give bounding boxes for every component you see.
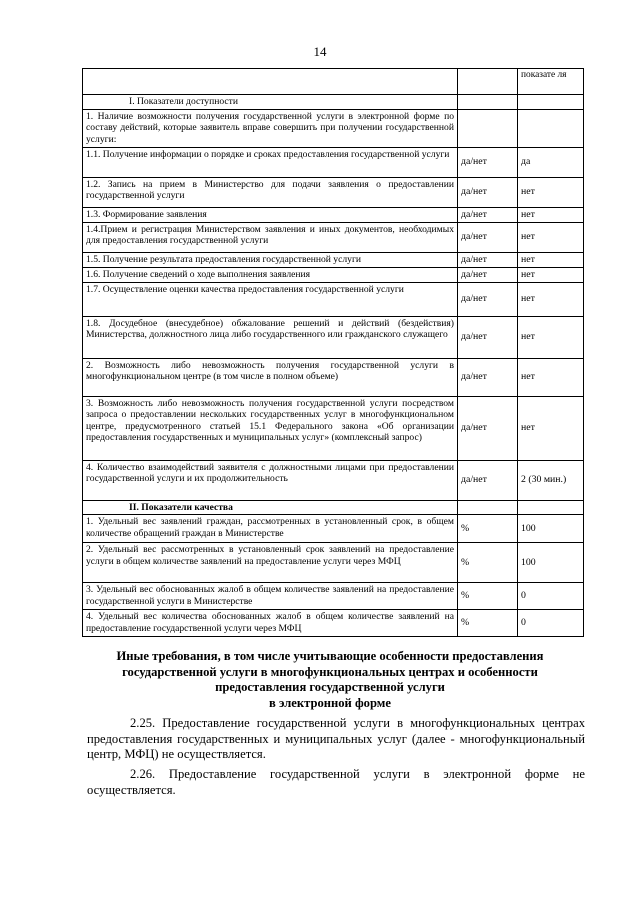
indicator-text: 1.2. Запись на прием в Министерство для подачи заявления о предоставлении государственной услуги [83, 177, 458, 207]
indicator-value: 0 [518, 583, 584, 610]
indicator-unit: % [458, 515, 518, 543]
paragraph-text: 2.25. Предоставление государственной услуги в многофункциональных центрах предоставления государственных и муниципальных услуг (далее - многофункциональный центр, МФЦ) не осуществляется. [87, 716, 585, 762]
indicator-text: 1.4.Прием и регистрация Министерством заявления и иных документов, необходимых для предоставления государственной услуги [83, 222, 458, 252]
table-row [83, 610, 584, 637]
indicator-unit: да/нет [458, 316, 518, 358]
table-row [83, 222, 584, 252]
page-number: 14 [313, 44, 327, 59]
indicator-unit: да/нет [458, 282, 518, 316]
table-row [83, 515, 584, 543]
indicator-unit: да/нет [458, 147, 518, 177]
indicator-unit [458, 109, 518, 147]
indicator-unit: да/нет [458, 207, 518, 222]
indicator-value: нет [518, 358, 584, 396]
table-header-row [83, 69, 584, 95]
table-row [83, 583, 584, 610]
indicator-value: 100 [518, 515, 584, 543]
section-heading [90, 649, 570, 711]
indicator-text: 2. Удельный вес рассмотренных в установленный срок заявлений на предоставление услуги в общем количестве заявлений на предоставление услуги через МФЦ [83, 543, 458, 583]
indicator-unit: да/нет [458, 358, 518, 396]
paragraph-text: 2.26. Предоставление государственной услуги в электронной форме не осуществляется. [87, 767, 585, 797]
table-row [83, 396, 584, 460]
indicator-unit: да/нет [458, 460, 518, 500]
table-row [83, 282, 584, 316]
table-row [83, 267, 584, 282]
indicator-text: 1.3. Формирование заявления [83, 207, 458, 222]
paragraph-2-26 [87, 767, 585, 798]
heading-line: предоставления государственной услуги [215, 680, 445, 695]
section-title: I. Показатели доступности [83, 95, 458, 110]
section-title: II. Показатели качества [83, 500, 458, 515]
indicator-unit: да/нет [458, 252, 518, 267]
indicator-value: нет [518, 177, 584, 207]
section-row [83, 500, 584, 515]
indicator-text: 1.1. Получение информации о порядке и сроках предоставления государственной услуги [83, 147, 458, 177]
indicator-text: 2. Возможность либо невозможность получения государственной услуги в многофункциональном центре (в том числе в полном объеме) [83, 358, 458, 396]
indicator-unit: % [458, 610, 518, 637]
indicator-value: нет [518, 316, 584, 358]
table-row [83, 316, 584, 358]
indicator-value: нет [518, 207, 584, 222]
indicator-value: нет [518, 282, 584, 316]
table-row [83, 460, 584, 500]
table-row [83, 177, 584, 207]
indicator-text: 3. Возможность либо невозможность получения государственной услуги посредством запроса о предоставлении нескольких государственных услуг в многофункциональном центре, предусмотренного статьей 15.1 Федерального закона «Об организации предоставления государственных и муниципальных услуг» (комплексный запрос) [83, 396, 458, 460]
indicator-unit: да/нет [458, 267, 518, 282]
indicator-text: 1. Удельный вес заявлений граждан, рассмотренных в установленный срок, в общем количестве обращений граждан в Министерстве [83, 515, 458, 543]
indicator-value [518, 109, 584, 147]
indicator-unit: да/нет [458, 222, 518, 252]
table-row [83, 358, 584, 396]
indicator-text: 4. Количество взаимодействий заявителя с должностными лицами при предоставлении государственной услуги и их продолжительность [83, 460, 458, 500]
indicator-unit: да/нет [458, 396, 518, 460]
indicator-text: 1.7. Осуществление оценки качества предоставления государственной услуги [83, 282, 458, 316]
indicator-text: 1. Наличие возможности получения государственной услуги в электронной форме по составу действий, которые заявитель вправе совершить при получении государственной услуги: [83, 109, 458, 147]
table-row [83, 109, 584, 147]
heading-line: Иные требования, в том числе учитывающие особенности предоставления [116, 649, 544, 663]
indicator-value: да [518, 147, 584, 177]
indicator-value: 100 [518, 543, 584, 583]
heading-line: государственной услуги в многофункциональных центрах и особенности [122, 664, 538, 679]
indicators-table [82, 68, 584, 637]
indicator-text: 4. Удельный вес количества обоснованных жалоб в общем количестве заявлений на предоставление государственной услуги через МФЦ [83, 610, 458, 637]
indicator-unit: % [458, 543, 518, 583]
indicator-value: 2 (30 мин.) [518, 460, 584, 500]
table-row [83, 147, 584, 177]
indicator-text: 1.8. Досудебное (внесудебное) обжалование решений и действий (бездействия) Министерства, должностного лица либо государственного или гражданского служащего [83, 316, 458, 358]
header-cell-2 [458, 69, 518, 95]
indicator-value: нет [518, 396, 584, 460]
header-cell-1 [83, 69, 458, 95]
heading-line: в электронной форме [269, 695, 391, 710]
indicator-unit: % [458, 583, 518, 610]
indicator-text: 1.5. Получение результата предоставления государственной услуги [83, 252, 458, 267]
indicator-value: нет [518, 267, 584, 282]
table-row [83, 252, 584, 267]
indicator-value: 0 [518, 610, 584, 637]
indicator-value: нет [518, 252, 584, 267]
paragraph-2-25 [87, 716, 585, 763]
table-row [83, 207, 584, 222]
indicator-text: 3. Удельный вес обоснованных жалоб в общем количестве заявлений на предоставление государственной услуги в Министерстве [83, 583, 458, 610]
indicator-unit: да/нет [458, 177, 518, 207]
header-cell-3: показате ля [518, 69, 584, 95]
table-row [83, 543, 584, 583]
section-row [83, 95, 584, 110]
indicator-value: нет [518, 222, 584, 252]
indicator-text: 1.6. Получение сведений о ходе выполнения заявления [83, 267, 458, 282]
